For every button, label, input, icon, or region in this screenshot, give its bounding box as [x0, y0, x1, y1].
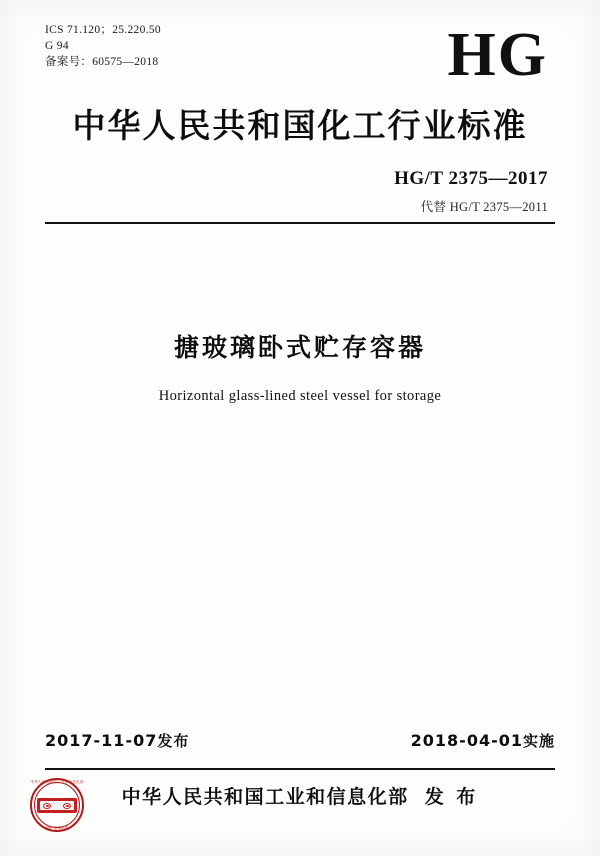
issue-label: 发布	[157, 732, 190, 750]
seal-bottom-text: MIIT 备案标准	[45, 826, 69, 830]
ics-code: ICS 71.120；25.220.50	[45, 24, 161, 36]
issue-date-block	[45, 730, 189, 751]
publisher-name: 中华人民共和国工业和信息化部	[121, 786, 409, 808]
implement-date: 2018-04-01	[410, 731, 523, 750]
ccs-code: G 94	[45, 40, 69, 52]
publisher-line	[0, 782, 600, 809]
header-divider	[45, 222, 555, 224]
standard-number-block	[394, 168, 548, 215]
implement-date-block	[411, 730, 555, 751]
issue-date: 2017-11-07	[45, 731, 158, 750]
standard-replaces: 代替 HG/T 2375—2011	[420, 200, 548, 214]
header-meta-block	[45, 22, 161, 70]
footer-divider	[45, 768, 555, 770]
national-standard-title: 中华人民共和国化工行业标准	[72, 106, 528, 145]
seal-top-text: 中华人民共和国工业和信息化部	[30, 780, 84, 784]
document-title-cn: 搪玻璃卧式贮存容器	[173, 333, 426, 362]
implement-label: 实施	[522, 732, 555, 750]
document-title-en: Horizontal glass-lined steel vessel for storage	[158, 388, 442, 404]
hg-logo: HG	[447, 21, 548, 89]
standard-number: HG/T 2375—2017	[394, 168, 548, 189]
record-number: 备案号：60575—2018	[45, 56, 159, 68]
publish-verb: 发 布	[424, 786, 479, 808]
